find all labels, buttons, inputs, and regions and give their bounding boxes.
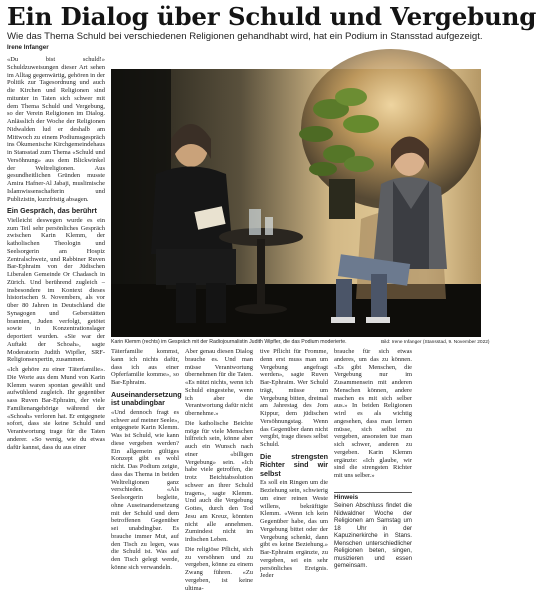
paragraph: «Du bist schuld!» Schuldzuweisungen dieser Art sehen im Alltag gegenwärtig, gehören in der Politik zur Tagesordnung und auch die Kirchen und Religionen sind mitunter in Taten sich schwer mit dem Thema Schuld und Vergebung, so der Verein Religionen im Dialog. Anlässlich der Woche der Religionen Nidwalden lud er deshalb am Mittwoch zu einem Podiumsgespräch ins Ökumenische Kirchgemeindehaus in Stansstad zum Thema «Schuld und Versöhnung» aus dem Blickwinkel der Weltreligionen. Aus gesundheitlichen Gründen musste Amira Hafner-Al Jabaji, muslimische Islamwissenschafterin und Publizistin, kurzfristig absagen. — [7, 56, 105, 203]
photo-caption: Karin Klemm (rechts) im Gespräch mit der Radiojournalistin Judith Wipfler, die das Podium moderierte. — [111, 339, 347, 345]
subheading: Die strengsten Richter sind wir selbst — [260, 451, 328, 478]
paragraph: «Ich gehöre zu einer Täterfamilie». Die Worte aus dem Mund von Karin Klemm waren spontan gewählt und aufwühlend zugleich. Ihr gegenüber sass Ruven Bar-Ephraim, der viele Familienangehörige während der «Schoah» verloren hat. Er entgegnete sofort, dass sie keine Schuld und Verantwortung trage für die Taten anderer. «So wenig, wie du etwas dafür kannst, dass du aus einer — [7, 366, 105, 451]
article-subline: Wie das Thema Schuld bei verschiedenen Religionen gehandhabt wird, hat ein Podium in Stansstad aufgezeigt. — [7, 31, 483, 42]
paragraph: Die katholische Beichte möge für viele Menschen hilfreich sein, könne aber auch ein Wunsch nach einer «billigen Vergebung» sein. «Ich habe viele getroffen, die trotz Beichtabsolution schwer an ihrer Schuld tragen», sagte Klemm. Und auch die Vergebung Gottes, durch den Tod Jesu am Kreuz, könnten nicht alle annehmen. Zumindest nicht im irdischen Leben. — [185, 419, 253, 543]
hinweis-text: Seinen Abschluss findet die Nidwaldner Woche der Religionen am Samstag um 18 Uhr in der Kapuzinerkirche in Stans. Menschen unterschiedlicher Religionen beten, singen, musizieren und essen gemeinsam. — [334, 502, 412, 569]
paragraph: «Und dennoch fragt es schwer auf meiner Seele», entgegnete Karin Klemm. Was ist Schuld, wie kann diese vergeben werden? Ein allgemein gültiges Konzept gibt es wohl nicht. Das Podium zeigte, dass das Thema in beiden Weltreligionen ganz verschieden. «Als Seelsorgerin begleite, ohne Auseinandersetzung mit der Schuld und dem betroffenen Gegenüber sei unabdingbar. Es brauche immer Mut, auf den Tisch zu legen, was die Schuld ist. Was auf den Tisch gelegt werde, könne sich verwandeln. — [111, 408, 179, 571]
paragraph: brauche für sich etwas anderes, um das zu können. «Es gibt Menschen, die Vergebung nur im Zusammensein mit anderen Menschen können, andere machen es mit sich selber aus.» In beiden Religionen wird es als wichtig angesehen, dass man lernen müsse, sich selbst zu vergeben, ansonsten tue man sich schwer, anderen zu vergeben. Karin Klemm ergänzte: «Ich glaube, wir sind die strengsten Richter mit uns selber.» — [334, 348, 412, 479]
hinweis-block — [334, 494, 412, 569]
author-byline: Irene Infanger — [7, 44, 49, 51]
text-column-1 — [7, 44, 105, 560]
paragraph: Die religiöse Pflicht, sich zu versöhnen und zu vergeben, könne zu einem Zwang führen. «Zu vergeben, ist keine ultima- — [185, 545, 253, 592]
text-column-2 — [111, 348, 182, 571]
text-column-4 — [260, 348, 328, 580]
article-photo — [111, 69, 481, 337]
paragraph: tive Pflicht für Fromme, denn erst muss man um Vergebung angefragt werden», sagte Ruven Bar-Ephraim. Wer Schuld trägt, müsse um Vergebung bitten, dreimal am Jahrestag des Jom Kippur, dem jüdischen Versöhnungstag. Wenn das Gegenüber dann nicht vergibt, trage dieses selbst Schuld. — [260, 348, 328, 448]
photo-credit: Bild: Irene Infanger (Stansstad, 9. November 2022) — [381, 340, 490, 345]
hinweis-divider — [334, 492, 412, 493]
article-headline: Ein Dialog über Schuld und Vergebung — [7, 2, 536, 31]
paragraph: Aber genau diesen Dialog brauche es. Und man müsse Verantwortung übernehmen für die Taten. «Es nützt nichts, wenn ich Schuld eingestehe, wenn ich aber die Verantwortung dafür nicht übernehme.» — [185, 348, 253, 417]
text-column-3 — [185, 348, 253, 592]
paragraph: Täterfamilie kommst, kann ich nichts dafür, dass ich aus einer Opferfamilie komme», so Bar-Ephraim. — [111, 348, 179, 386]
paragraph: Es soll ein Ringen um die Beziehung sein, schwierig um einer reinen Weste willens, bekräftigte Klemm. «Wenn ich kein Gegenüber habe, das um Vergebung bittet oder der Vergebung schenkt, dann gibt es keine Beziehung.» Bar-Ephraim ergänzte, zu vergeben, sei ein sehr persönliches Ereignis. Jeder — [260, 479, 328, 580]
hinweis-title: Hinweis — [334, 494, 359, 501]
podium-photo-illustration — [111, 69, 481, 337]
hinweis-box — [418, 348, 482, 562]
paragraph: Vielleicht deswegen wurde es ein zum Teil sehr persönliches Gespräch zwischen Karin Klemm, der katholischen Theologin und Seelsorgerin am Hospiz Zentralschweiz, und Rabbiner Ruven Bar-Ephraim von der Jüdischen Liberalen Gemeinde Or Chadasch in Zürich. Und berührend zugleich – insbesondere im Kontext dieses historischen 9. Novembers, als vor über 80 Jahren in Deutschland die Synagogen und Geberstätten brannten, Juden verfolgt, getötet sowie in Konzentrationslager deportiert wurden. «Sie war der Auftakt der Schoah», sagte Moderatorin Judith Wipfler, SRF-Religionsexpertin, zusammen. — [7, 216, 105, 364]
subheading: Ein Gespräch, das berührt — [7, 206, 97, 216]
subheading: Auseinandersetzung ist unabdingbar — [111, 389, 182, 408]
